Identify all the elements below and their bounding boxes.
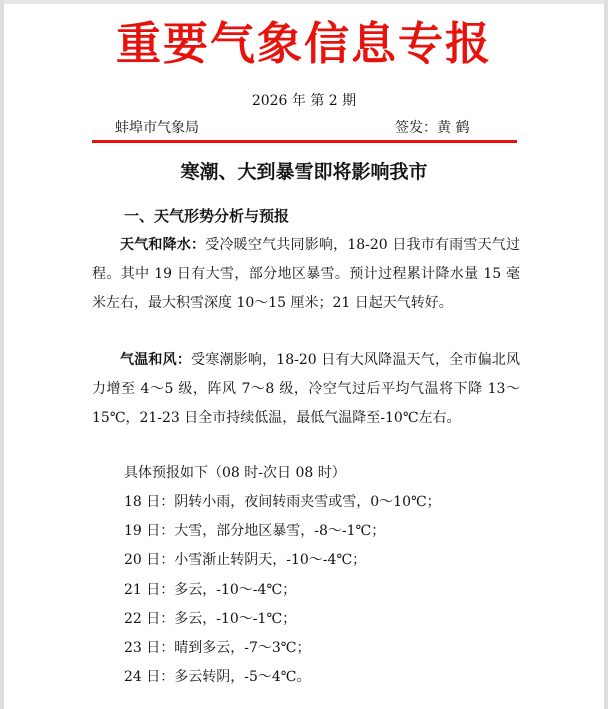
issue-number: 2026 年 第 2 期 <box>251 93 357 109</box>
forecast-day: 23 日： <box>124 639 175 656</box>
forecast-desc: 多云，-10～-1℃； <box>174 610 297 627</box>
forecast-desc: 小雪渐止转阴天，-10～-4℃； <box>174 552 367 569</box>
forecast-day: 18 日： <box>124 494 175 510</box>
forecast-row <box>124 491 441 520</box>
forecast-desc: 多云转阴，-5～4℃。 <box>174 669 311 686</box>
forecast-day: 22 日： <box>124 610 175 627</box>
forecast-row <box>124 666 441 695</box>
forecast-day: 19 日： <box>124 523 175 540</box>
precipitation-lead: 天气和降水： <box>120 237 206 253</box>
page-edge-top <box>0 0 608 4</box>
forecast-day: 21 日： <box>124 581 175 598</box>
forecast-day: 24 日： <box>124 669 175 686</box>
forecast-row <box>124 520 441 549</box>
forecast-row <box>124 637 441 666</box>
forecast-row <box>124 549 441 578</box>
forecast-list <box>124 491 441 695</box>
temperature-lead: 气温和风： <box>120 352 192 368</box>
temperature-text: 受寒潮影响，18-20 日有大风降温天气，全市偏北风力增至 4～5 级，阵风 7～8 级，冷空气过后平均气温将下降 13～15℃，21-23 日全市持续低温，最低气温降至-10℃左右。 <box>92 352 521 426</box>
forecast-row <box>124 608 441 637</box>
red-divider-rule <box>92 140 517 143</box>
precipitation-paragraph <box>92 231 520 318</box>
forecast-desc: 大雪，部分地区暴雪，-8～-1℃； <box>174 523 386 540</box>
forecast-desc: 多云，-10～-4℃； <box>174 581 297 598</box>
forecast-desc: 晴到多云，-7～3℃； <box>174 639 311 656</box>
forecast-desc: 阴转小雨，夜间转雨夹雪或雪，0～10℃； <box>174 494 441 510</box>
temperature-paragraph <box>92 346 520 433</box>
forecast-intro: 具体预报如下（08 时-次日 08 时） <box>124 465 346 481</box>
signer: 签发：黄 鹤 <box>395 120 470 136</box>
document-headline: 寒潮、大到暴雪即将影响我市 <box>180 161 428 183</box>
precipitation-text: 受冷暖空气共同影响，18-20 日我市有雨雪天气过程。其中 19 日有大雪，部分地区暴雪。预计过程累计降水量 15 毫米左右，最大积雪深度 10～15 厘米；21 日起天气转好。 <box>92 237 521 311</box>
forecast-row <box>124 579 441 608</box>
section-heading: 一、天气形势分析与预报 <box>124 207 290 225</box>
masthead-title: 重要气象信息专报 <box>115 17 492 70</box>
forecast-day: 20 日： <box>124 552 175 569</box>
issuing-organization: 蚌埠市气象局 <box>115 120 199 136</box>
